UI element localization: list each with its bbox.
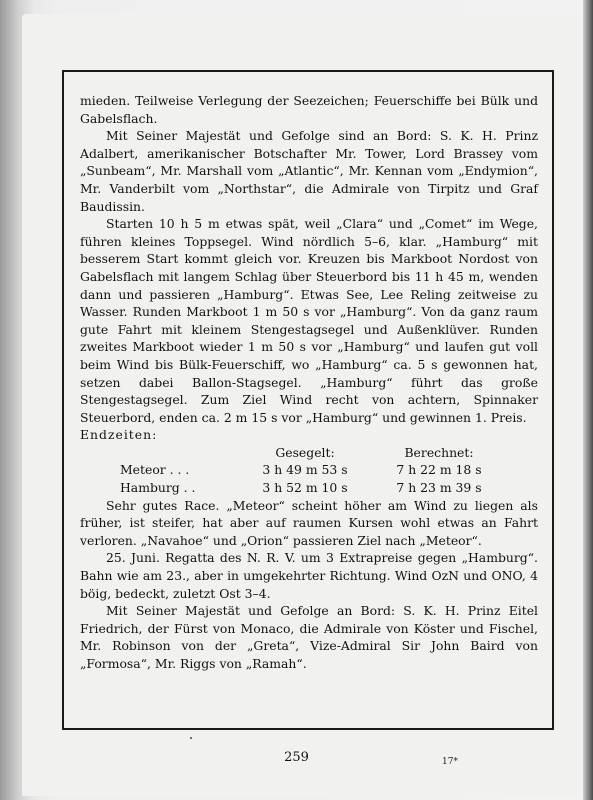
- ink-speck: [190, 737, 192, 739]
- paragraph-1: mieden. Teilweise Verlegung der Seezeichen; Feuerschiffe bei Bülk und Gabelsflach.: [80, 93, 538, 126]
- paragraph-2: Mit Seiner Majestät und Gefolge sind an Bord: S. K. H. Prinz Adalbert, amerikanischer Botschafter Mr. Tower, Lord Brassey vom „Sunbeam“, Mr. Marshall vom „Atlantic“, Mr. Kennan vom „Endymion“, Mr. Vanderbilt vom „Northstar“, die Admirale von Tirpitz und Graf Baudissin.: [80, 128, 538, 214]
- paragraph-4: Sehr gutes Race. „Meteor“ scheint höher am Wind zu liegen als früher, ist steifer, hat aber auf raumen Kursen wohl etwas an Fahrt verloren. „Navahoe“ und „Orion“ passieren Ziel nach „Meteor“.: [80, 497, 538, 548]
- page-number: 259: [284, 750, 309, 765]
- table-row: [80, 479, 538, 497]
- paragraph-3: Starten 10 h 5 m etwas spät, weil „Clara“ und „Comet“ im Wege, führen kleines Toppsegel. Wind nördlich 5–6, klar. „Hamburg“ mit besserem Start kommt gleich vor. Kreuzen bis Markboot Nordost von Gabelsflach mit langem Schlag über Steuerbord bis 11 h 45 m, wenden dann und passieren „Hamburg“. Etwas See, Lee Reling zeitweise zu Wasser. Runden Markboot 1 m 50 s vor „Hamburg“. Von da ganz raum gute Fahrt mit kleinem Stengestagsegel und Außenklüver. Runden zweites Markboot wieder 1 m 50 s vor „Hamburg“ und laufen gut voll beim Wind bis Bülk-Feuerschiff, wo „Hamburg“ ca. 5 s gewonnen hat, setzen dabei Ballon-Stagsegel. „Hamburg“ führt das große Stengestagsegel. Zum Ziel Wind recht von achtern, Spinnaker Steuerbord, enden ca. 2 m 15 s vor „Hamburg“ und gewinnen 1. Preis.: [80, 216, 538, 425]
- table-header-row: [80, 444, 538, 462]
- table-header-sailed: Gesegelt:: [275, 444, 335, 460]
- paragraph-5: 25. Juni. Regatta des N. R. V. um 3 Extrapreise gegen „Hamburg“. Bahn wie am 23., aber in umgekehrter Richtung. Wind OzN und ONO, 4 böig, bedeckt, zuletzt Ost 3–4.: [80, 550, 538, 601]
- page-edge: [583, 0, 593, 800]
- paragraph-6: Mit Seiner Majestät und Gefolge an Bord: S. K. H. Prinz Eitel Friedrich, der Fürst von Monaco, die Admirale von Köster und Fischel, Mr. Robinson von der „Greta“, Vize-Admiral Sir John Baird von „Formosa“, Mr. Riggs von „Ramah“.: [80, 603, 538, 671]
- table-header-computed: Berechnet:: [404, 444, 474, 460]
- page-text: [80, 92, 538, 673]
- table-row: [80, 461, 538, 479]
- row-yacht-name: Hamburg . .: [120, 480, 196, 496]
- row-yacht-name: Meteor . . .: [120, 462, 190, 478]
- table-header-empty: [80, 444, 234, 462]
- signature-mark: 17*: [442, 757, 458, 767]
- endzeiten-title: Endzeiten:: [80, 427, 158, 443]
- endzeiten-table: [80, 444, 538, 497]
- row-computed-time: 7 h 22 m 18 s: [396, 462, 482, 478]
- row-computed-time: 7 h 23 m 39 s: [396, 480, 482, 496]
- row-sailed-time: 3 h 49 m 53 s: [262, 462, 348, 478]
- row-sailed-time: 3 h 52 m 10 s: [262, 480, 348, 496]
